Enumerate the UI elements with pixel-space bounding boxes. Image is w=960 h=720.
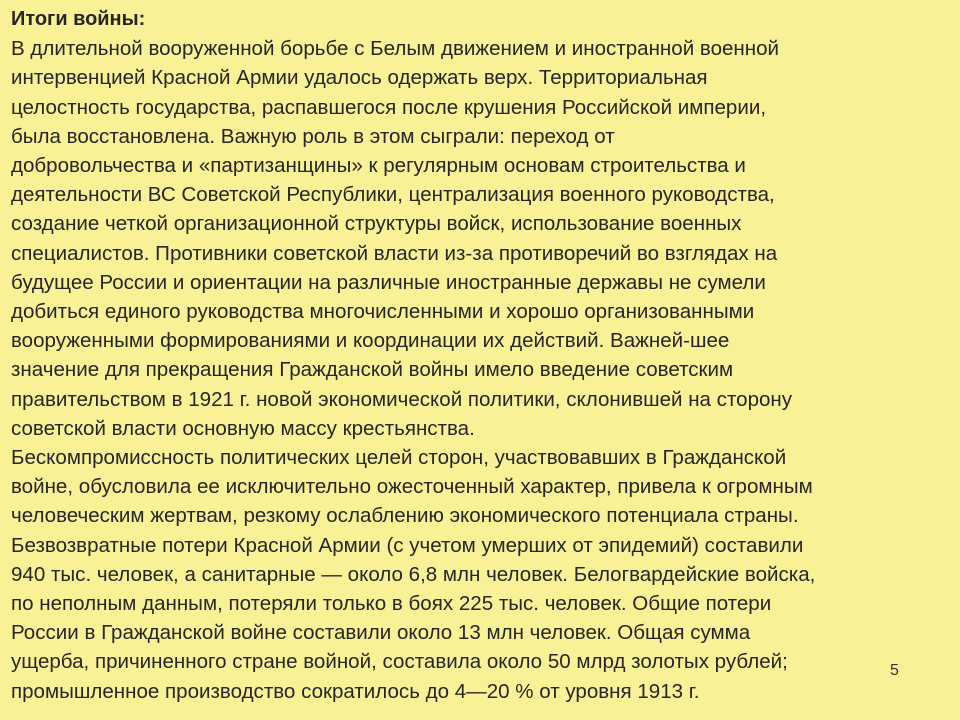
- text-line: специалистов. Противники советской власти из-за противоречий во взглядах на: [11, 241, 778, 265]
- slide-title: Итоги войны:: [11, 8, 146, 30]
- text-line: войне, обусловила ее исключительно ожесточенный характер, привела к огромным: [11, 475, 813, 499]
- text-line: промышленное производство сократилось до 4—20 % от уровня 1913 г.: [11, 679, 700, 703]
- text-line: целостность государства, распавшегося после крушения Российской империи,: [11, 95, 767, 119]
- text-line: деятельности ВС Советской Республики, централизация военного руководства,: [11, 183, 775, 207]
- text-line: по неполным данным, потеряли только в боях 225 тыс. человек. Общие потери: [11, 592, 772, 616]
- text-line: интервенцией Красной Армии удалось одержать верх. Территориальная: [11, 66, 708, 90]
- slide-text: [11, 34, 955, 706]
- text-line: В длительной вооруженной борьбе с Белым движением и иностранной военной: [11, 37, 780, 61]
- text-line: была восстановлена. Важную роль в этом сыграли: переход от: [11, 124, 615, 148]
- text-line: значение для прекращения Гражданской войны имело введение советским: [11, 358, 734, 382]
- text-line: России в Гражданской войне составили около 13 млн человек. Общая сумма: [11, 621, 751, 645]
- text-line: будущее России и ориентации на различные иностранные державы не сумели: [11, 270, 766, 294]
- text-line: вооруженными формированиями и координации их действий. Важней-шее: [11, 329, 730, 353]
- text-line: ущерба, причиненного стране войной, составила около 50 млрд золотых рублей;: [11, 650, 788, 674]
- text-line: человеческим жертвам, резкому ослаблению экономического потенциала страны.: [11, 504, 799, 528]
- text-line: создание четкой организационной структуры войск, использование военных: [11, 212, 742, 236]
- text-line: 940 тыс. человек, а санитарные — около 6,8 млн человек. Белогвардейские войска,: [11, 562, 816, 586]
- text-line: Безвозвратные потери Красной Армии (с учетом умерших от эпидемий) составили: [11, 533, 804, 557]
- text-line: правительством в 1921 г. новой экономической политики, склонившей на сторону: [11, 387, 793, 411]
- page-number: 5: [890, 662, 899, 679]
- text-line: Бескомпромиссность политических целей сторон, участвовавших в Гражданской: [11, 446, 787, 470]
- text-line: советской власти основную массу крестьянства.: [11, 416, 475, 440]
- slide-body: [11, 5, 955, 706]
- text-line: добиться единого руководства многочисленными и хорошо организованными: [11, 300, 755, 324]
- text-line: добровольчества и «партизанщины» к регулярным основам строительства и: [11, 154, 746, 178]
